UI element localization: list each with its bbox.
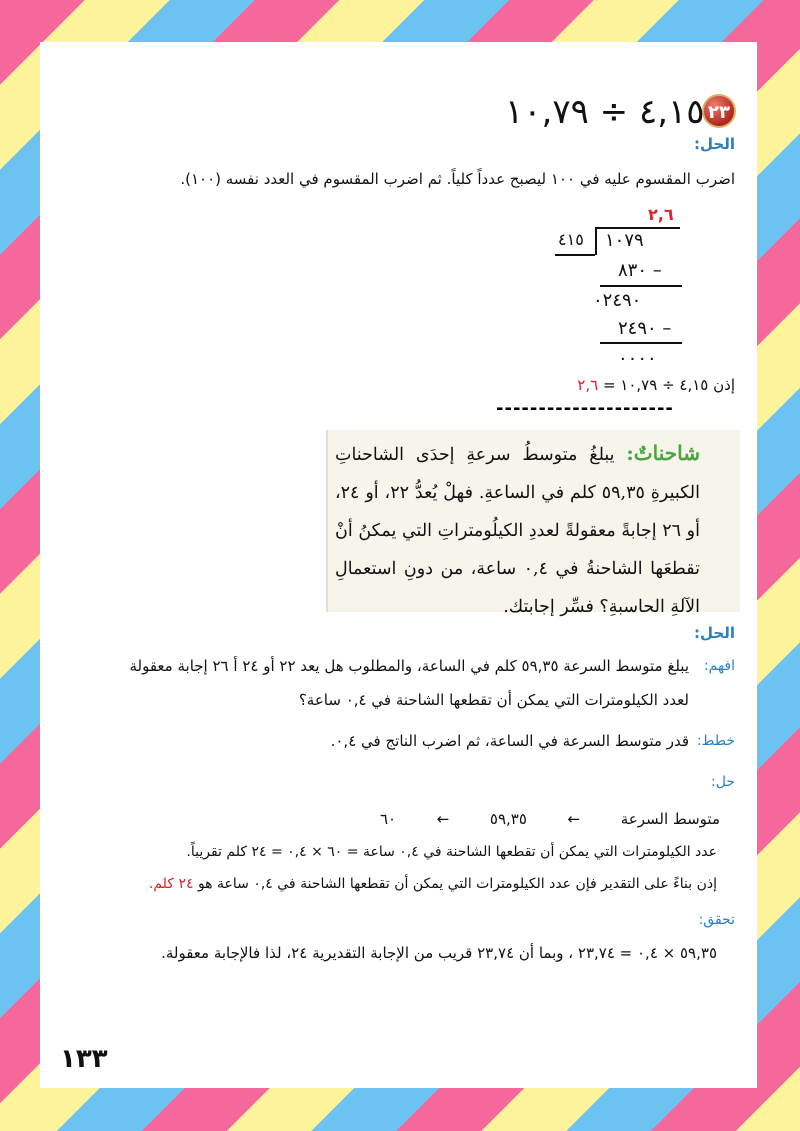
estimate-row	[380, 810, 720, 828]
q23-conclusion-answer: ٢,٦	[577, 376, 599, 394]
divisor-underline	[555, 254, 595, 256]
estimate-original: ٥٩,٣٥	[489, 810, 527, 828]
understand-label: افهم:	[703, 658, 735, 674]
q24-solution-label: الحل:	[694, 624, 735, 642]
question-23-badge: ٢٣	[702, 94, 736, 128]
division-step-3: ٢٤٩٠ –	[618, 318, 672, 339]
division-step-1: ٨٣٠ –	[618, 260, 662, 281]
understand-text-2: لعدد الكيلومترات التي يمكن أن تقطعها الشاحنة في ٠,٤ ساعة؟	[298, 691, 689, 709]
solve-line-2-text: إذن بناءً على التقدير فإن عدد الكيلومترات التي يمكن أن تقطعها الشاحنة في ٠,٤ ساعة هو	[197, 876, 717, 892]
q23-conclusion-text: إذن ٤,١٥ ÷ ١٠,٧٩ =	[602, 376, 735, 394]
check-label: تحقق:	[698, 912, 735, 928]
estimate-rounded: ٦٠	[380, 810, 397, 828]
solve-line-2	[67, 876, 717, 892]
division-quotient: ٢,٦	[648, 205, 674, 224]
division-bracket	[595, 227, 597, 255]
division-dividend: ١٠٧٩	[605, 230, 644, 251]
division-step-2: ٠٢٤٩٠	[593, 290, 642, 311]
q24-problem-box	[326, 430, 740, 617]
estimate-label: متوسط السرعة	[620, 810, 720, 828]
division-line-2	[600, 342, 682, 344]
q24-problem-text	[335, 434, 700, 626]
estimate-arrow-1: ←	[567, 810, 581, 828]
division-top-bar	[595, 227, 680, 229]
solve-line-1: عدد الكيلومترات التي يمكن أن تقطعها الشاحنة في ٠,٤ ساعة = ٦٠ × ٠,٤ = ٢٤ كلم تقريباً.	[186, 844, 717, 860]
plan-text: قدر متوسط السرعة في الساعة، ثم اضرب الناتج في ٠,٤.	[330, 732, 689, 750]
division-line-1	[600, 285, 682, 287]
separator-line: ---------------------	[496, 398, 674, 419]
check-text: ٥٩,٣٥ × ٠,٤ = ٢٣,٧٤ ، وبما أن ٢٣,٧٤ قريب من الإجابة التقديرية ٢٤، لذا فالإجابة معقولة.	[161, 944, 717, 962]
solve-line-2-answer: ٢٤ كلم.	[148, 876, 194, 892]
understand-text-1: يبلغ متوسط السرعة ٥٩,٣٥ كلم في الساعة، والمطلوب هل يعد ٢٢ أو ٢٤ أ ٢٦ إجابة معقولة	[129, 657, 689, 675]
textbook-page	[40, 42, 757, 1088]
q23-solution-label: الحل:	[694, 135, 735, 153]
q24-title: شاحناتٌ:	[626, 441, 700, 465]
q23-equation: ٤,١٥ ÷ ١٠,٧٩	[505, 92, 705, 132]
page-number: ١٣٣	[60, 1044, 108, 1074]
plan-label: خطط:	[696, 733, 735, 749]
division-divisor: ٤١٥	[558, 230, 584, 249]
q23-conclusion	[577, 376, 735, 394]
estimate-arrow-2: ←	[436, 810, 450, 828]
q23-instruction: اضرب المقسوم عليه في ١٠٠ ليصبح عدداً كلياً. ثم اضرب المقسوم في العدد نفسه (١٠٠).	[180, 170, 735, 188]
q24-problem-body: يبلغُ متوسطُ سرعةِ إحدَى الشاحناتِ الكبيرةِ ٥٩,٣٥ كلم في الساعةِ. فهلْ يُعدُّ ٢٢، أو ٢٤، أو ٢٦ إجابةً معقولةً لعددِ الكيلُومتراتِ التي يمكنُ أنْ تقطعَها الشاحنةُ في ٠,٤ ساعة، من دونِ استعمالِ الآلةِ الحاسبةِ؟ فسِّر إجابتك.	[335, 445, 701, 617]
solve-label: حل:	[711, 774, 735, 790]
division-remainder: ٠٠٠٠	[618, 348, 657, 369]
